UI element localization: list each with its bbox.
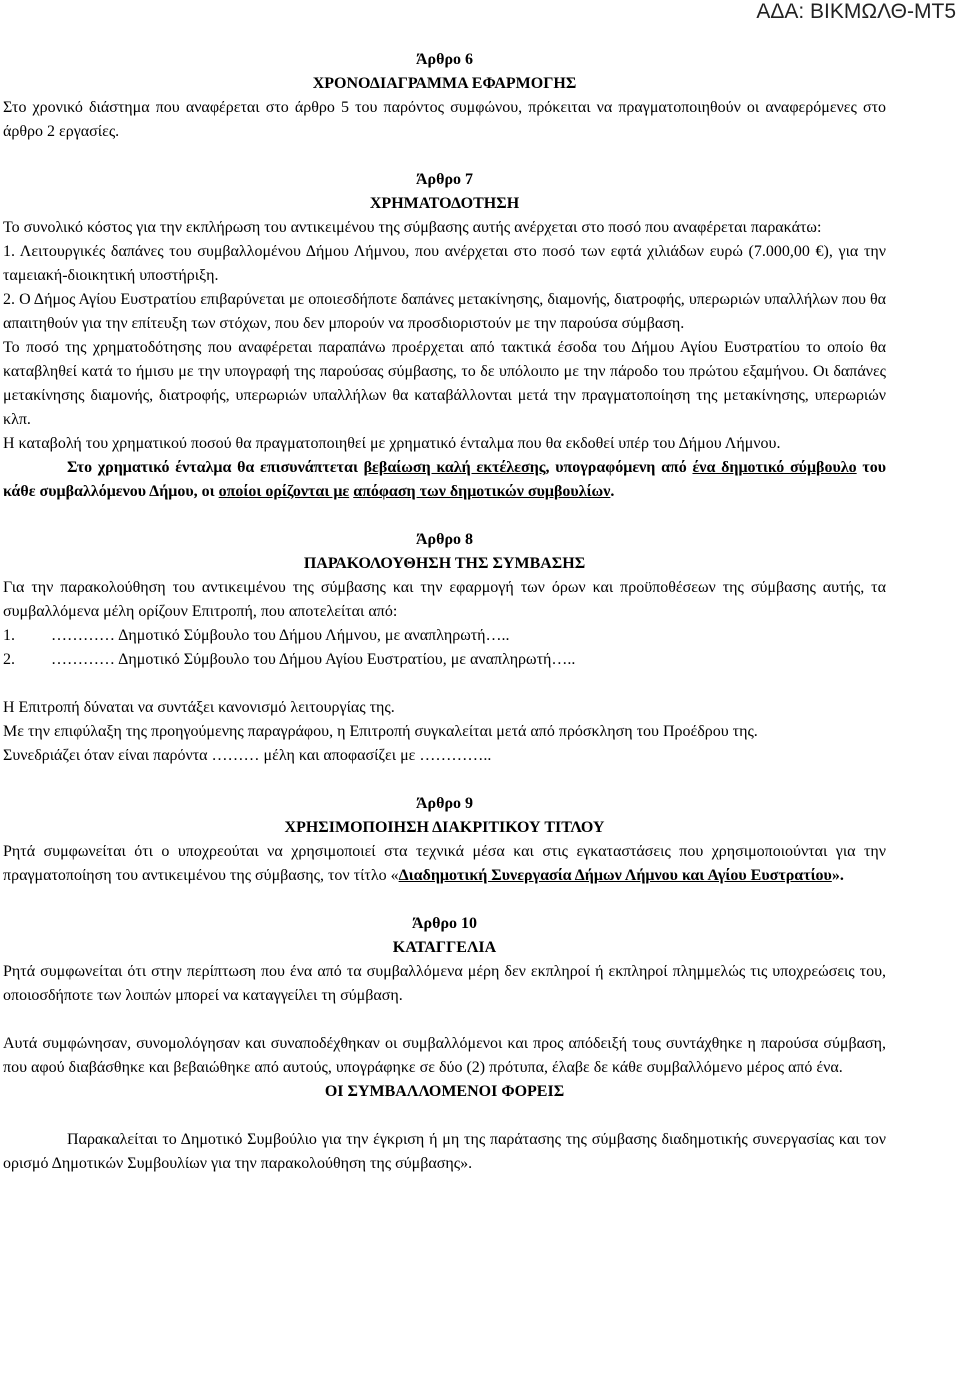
member-text: ………… Δημοτικό Σύμβουλο του Δήμου Αγίου Ευστρατίου, με αναπληρωτή….. bbox=[51, 651, 576, 668]
article8-quorum: Συνεδριάζει όταν είναι παρόντα ……… μέλη και αποφασίζει με ………….. bbox=[3, 747, 492, 764]
article8-intro: Για την παρακολούθηση του αντικειμένου της σύμβασης και την εφαρμογή των όρων και προϋποθέσεων της σύμβασης αυτής, τα συμβαλλόμενα μέλη ορίζουν Επιτροπή, που αποτελείται από: bbox=[3, 579, 886, 620]
article10-text: Ρητά συμφωνείται ότι στην περίπτωση που ένα από τα συμβαλλόμενα μέρη δεν εκπληροί ή εκπληροί πλημμελώς τις υποχρεώσεις του, οποιοσδήποτε των λοιπών μπορεί να καταγγείλει τη σύμβαση. bbox=[3, 963, 886, 1004]
article9-distinctive-title: Διαδημοτική Συνεργασία Δήμων Λήμνου και Αγίου Ευστρατίου bbox=[398, 867, 832, 884]
article6-number: Άρθρο 6 bbox=[415, 51, 474, 68]
article8-number: Άρθρο 8 bbox=[415, 531, 474, 548]
contracting-parties: ΟΙ ΣΥΜΒΑΛΛΟΜΕΝΟΙ ΦΟΡΕΙΣ bbox=[324, 1083, 565, 1100]
article8-title: ΠΑΡΑΚΟΛΟΥΘΗΣΗ ΤΗΣ ΣΥΜΒΑΣΗΣ bbox=[303, 555, 586, 572]
document-page bbox=[3, 48, 886, 1176]
article6-text: Στο χρονικό διάστημα που αναφέρεται στο άρθρο 5 του παρόντος συμφώνου, πρόκειται να πραγματοποιηθούν οι αναφερόμενες στο άρθρο 2 εργασίες. bbox=[3, 99, 886, 140]
warrant-text-e: . bbox=[610, 483, 615, 500]
warrant-cert: βεβαίωση καλή εκτέλεσης bbox=[363, 459, 546, 476]
warrant-text-a: Στο χρηματικό ένταλμα θα επισυνάπτεται bbox=[67, 459, 364, 476]
article10-title: ΚΑΤΑΓΓΕΛΙΑ bbox=[392, 939, 497, 956]
article9-text-a: Ρητά συμφωνείται ότι ο υποχρεούται να χρησιμοποιεί στα τεχνικά μέσα και στις εγκαταστάσεις που χρησιμοποιούνται για την πραγματοποίηση του αντικειμένου της σύμβασης, τον τίτλο « bbox=[3, 843, 886, 884]
article9-text-b: ». bbox=[831, 867, 844, 884]
warrant-appointed: οποίοι ορίζονται με bbox=[218, 483, 350, 500]
member-number: 2. bbox=[3, 651, 15, 668]
article7-item1: 1. Λειτουργικές δαπάνες του συμβαλλομένου Δήμου Λήμνου, που ανέρχεται στο ποσό των εφτά χιλιάδων ευρώ (7.000,00 €), για την ταμειακή-διοικητική υποστήριξη. bbox=[3, 243, 886, 284]
article8-rules: Η Επιτροπή δύναται να συντάξει κανονισμό λειτουργίας της. bbox=[3, 699, 395, 716]
article7-number: Άρθρο 7 bbox=[415, 171, 474, 188]
warrant-decision: απόφαση των δημοτικών συμβουλίων bbox=[353, 483, 611, 500]
article7-payment: Η καταβολή του χρηματικού ποσού θα πραγματοποιηθεί με χρηματικό ένταλμα που θα εκδοθεί υπέρ του Δήμου Λήμνου. bbox=[3, 435, 781, 452]
article9-number: Άρθρο 9 bbox=[415, 795, 474, 812]
member-number: 1. bbox=[3, 627, 15, 644]
article9-text bbox=[3, 840, 886, 888]
warrant-text-b: , υπογραφόμενη από bbox=[545, 459, 693, 476]
article7-warrant-note bbox=[3, 456, 886, 504]
article7-funding: Το ποσό της χρηματοδότησης που αναφέρεται παραπάνω προέρχεται από τακτικά έσοδα του Δήμου Αγίου Ευστρατίου το οποίο θα καταβληθεί κατά το ήμισυ με την υπογραφή της παρούσας σύμβασης, το δε υπόλοιπο με την πάροδο του πρώτου εξαμήνου. Οι δαπάνες μετακίνησης διαμονής, διατροφής, υπερωριών υπαλλήλων θα καταβάλλονται μετά την πραγματοποίηση της μετακίνησης, υπερωριών κλπ. bbox=[3, 339, 886, 428]
ada-code: ΑΔΑ: ΒΙΚΜΩΛΘ-ΜΤ5 bbox=[756, 0, 956, 23]
article7-intro: Το συνολικό κόστος για την εκπλήρωση του αντικειμένου της σύμβασης αυτής ανέρχεται στο ποσό που αναφέρεται παρακάτω: bbox=[3, 219, 822, 236]
article8-convene: Με την επιφύλαξη της προηγούμενης παραγράφου, η Επιτροπή συγκαλείται μετά από πρόσκληση του Προέδρου της. bbox=[3, 723, 758, 740]
council-request: Παρακαλείται το Δημοτικό Συμβούλιο για την έγκριση ή μη της παράτασης της σύμβασης διαδημοτικής συνεργασίας και τον ορισμό Δημοτικών Συμβουλίων για την παρακολούθηση της σύμβασης». bbox=[3, 1131, 886, 1172]
article6-title: ΧΡΟΝΟΔΙΑΓΡΑΜΜΑ ΕΦΑΡΜΟΓΗΣ bbox=[312, 75, 577, 92]
article9-title: ΧΡΗΣΙΜΟΠΟΙΗΣΗ ΔΙΑΚΡΙΤΙΚΟΥ ΤΙΤΛΟΥ bbox=[284, 819, 605, 836]
article10-number: Άρθρο 10 bbox=[411, 915, 478, 932]
closing-agreement: Αυτά συμφώνησαν, συνομολόγησαν και συναποδέχθηκαν οι συμβαλλόμενοι και προς απόδειξή τους συντάχθηκε η παρούσα σύμβαση, που αφού διαβάσθηκε και βεβαιώθηκε από αυτούς, υπογράφηκε σε δύο (2) πρότυπα, έλαβε δε κάθε συμβαλλόμενο μέρος από ένα. bbox=[3, 1035, 886, 1076]
committee-member bbox=[3, 624, 886, 648]
committee-member bbox=[3, 648, 886, 672]
article7-title: ΧΡΗΜΑΤΟΔΟΤΗΣΗ bbox=[369, 195, 520, 212]
warrant-text-c: του κάθε συμβαλλόμενου Δήμου, οι bbox=[3, 459, 887, 500]
member-text: ………… Δημοτικό Σύμβουλο του Δήμου Λήμνου, με αναπληρωτή….. bbox=[51, 627, 510, 644]
article7-item2: 2. Ο Δήμος Αγίου Ευστρατίου επιβαρύνεται με οποιεσδήποτε δαπάνες μετακίνησης, διαμονής, διατροφής, υπερωριών υπαλλήλων που θα απαιτηθούν για την επίτευξη των στόχων, που δεν μπορούν να προσδιοριστούν με την παρούσα σύμβαση. bbox=[3, 291, 886, 332]
warrant-councillor: ένα δημοτικό σύμβουλο bbox=[692, 459, 857, 476]
